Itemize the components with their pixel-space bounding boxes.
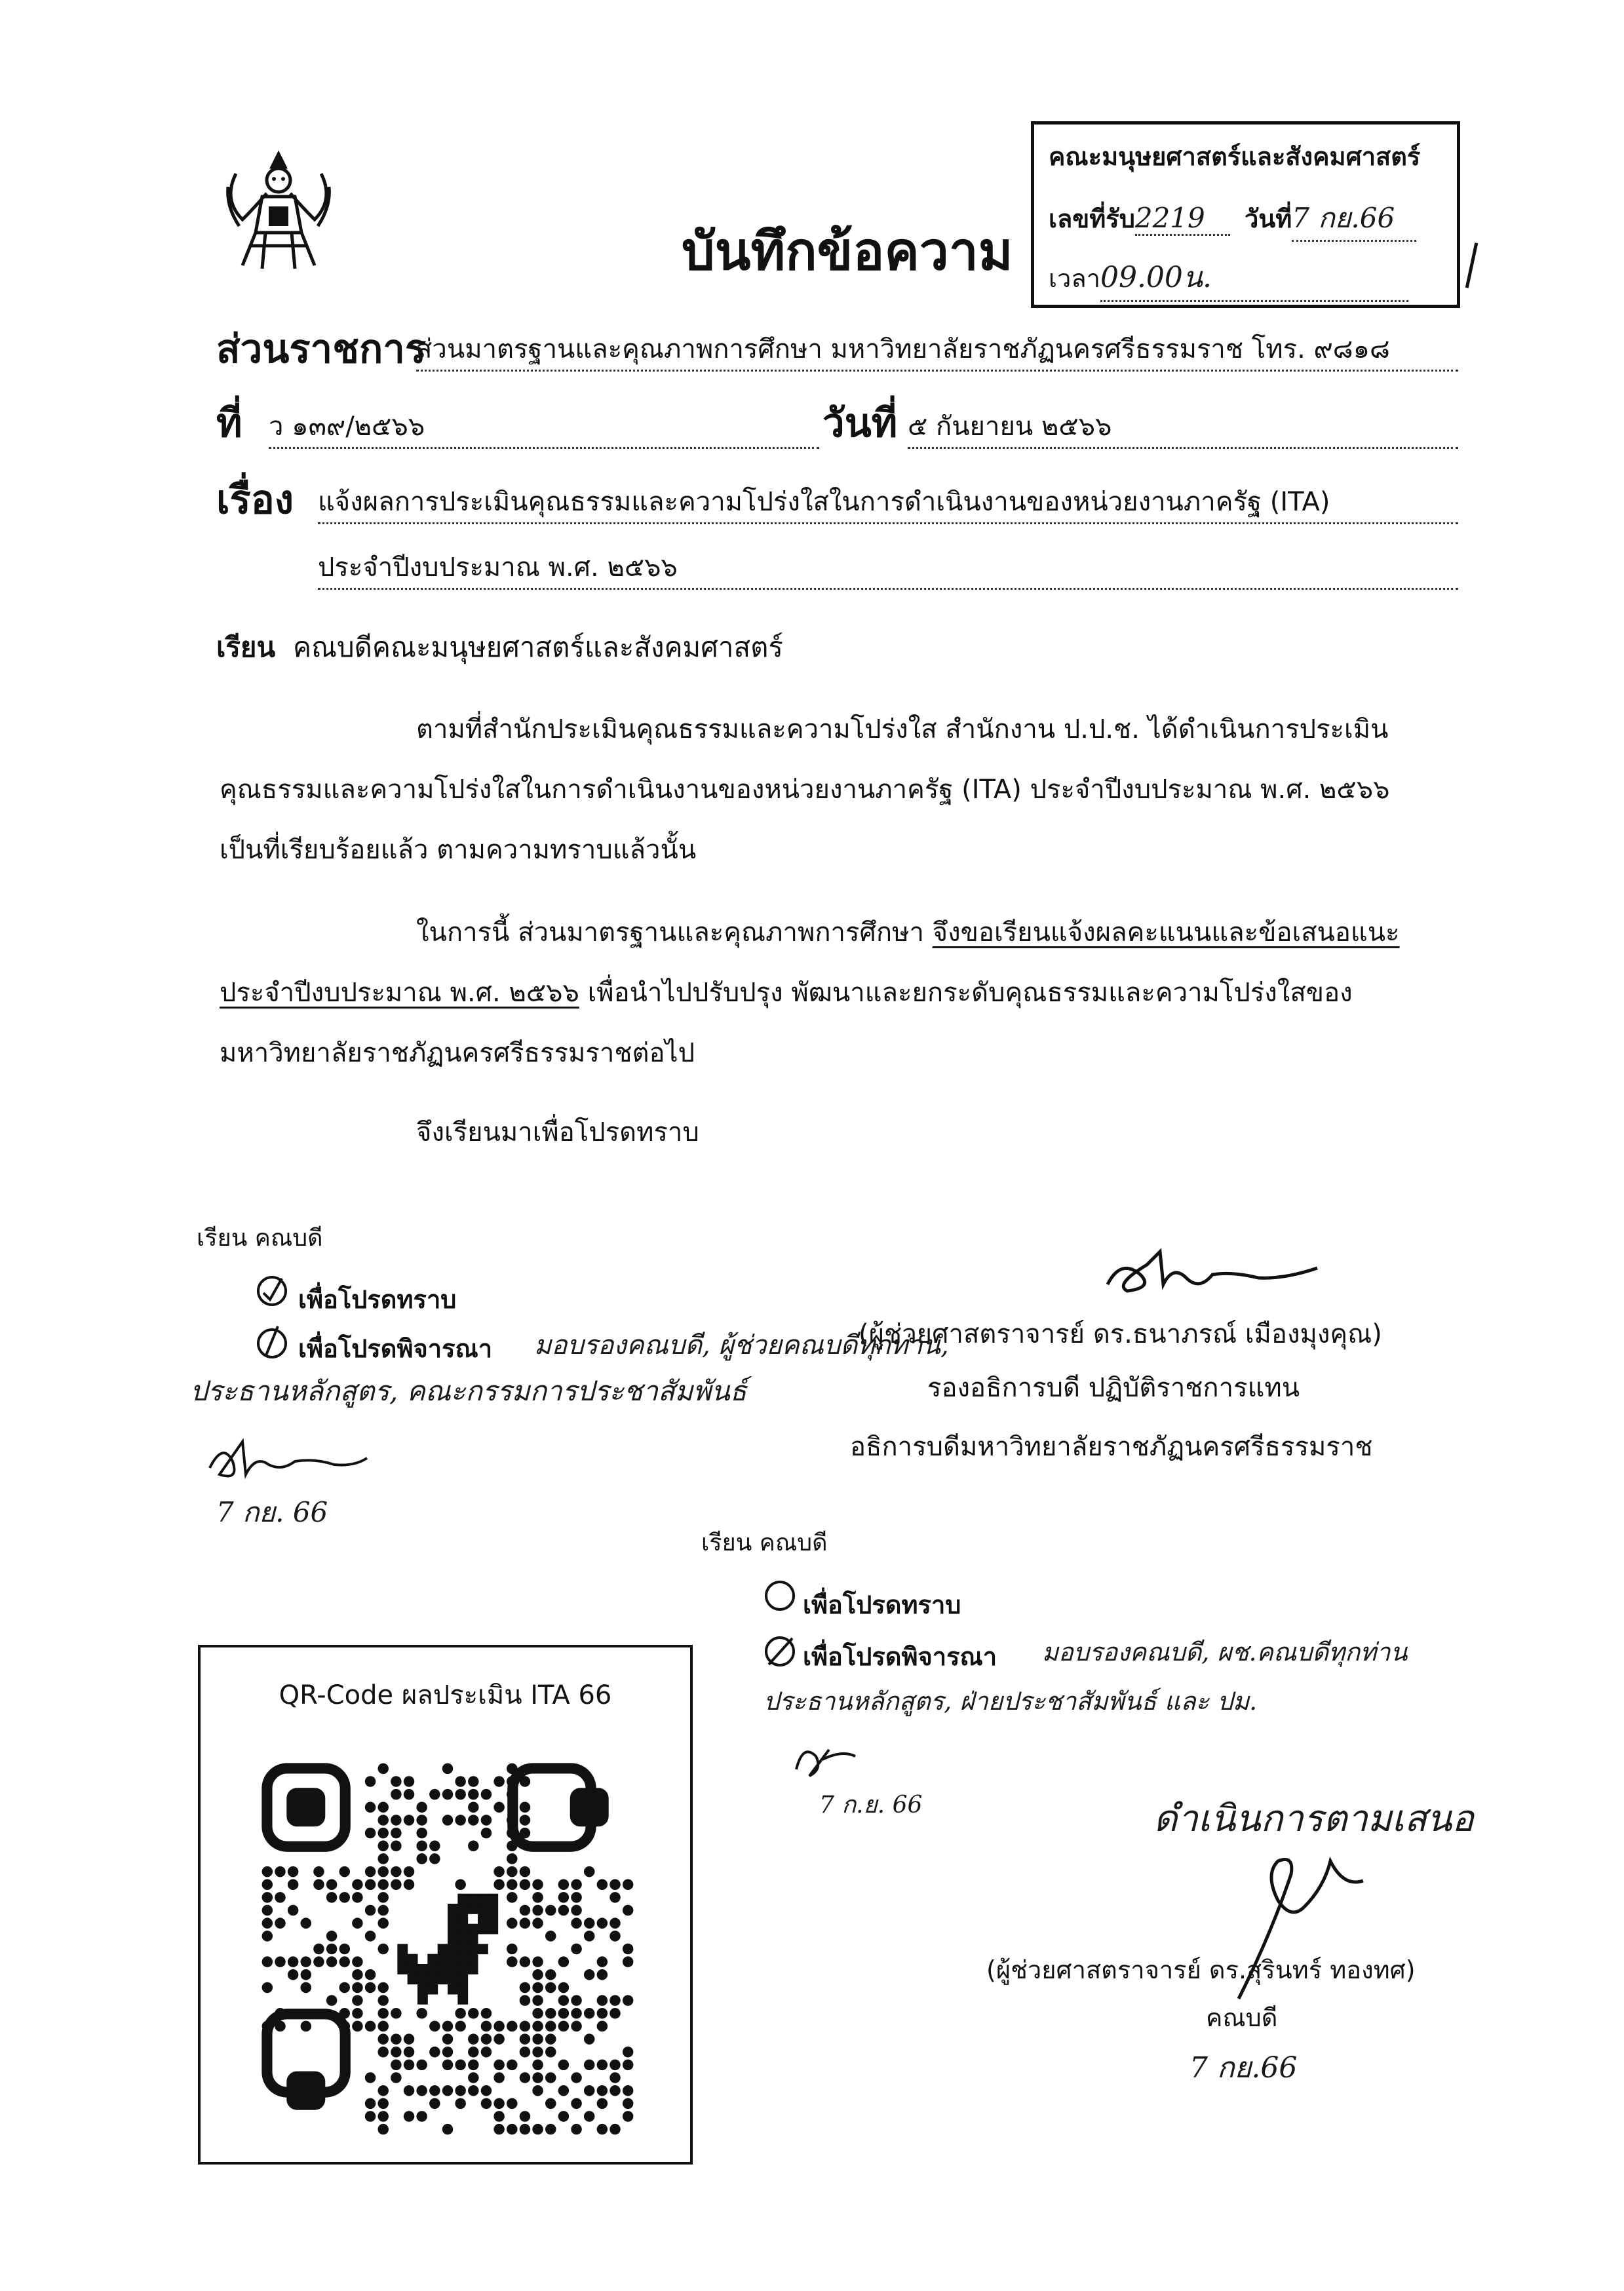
to-value: คณบดีคณะมนุษยศาสตร์และสังคมศาสตร์ bbox=[292, 631, 783, 663]
memo1-opt1: เพื่อโปรดทราบ bbox=[298, 1285, 457, 1314]
body-p2-line1-a: ในการนี้ ส่วนมาตรฐานและคุณภาพการศึกษา bbox=[416, 917, 933, 948]
memo1-signature bbox=[203, 1429, 374, 1490]
dinosaur-icon bbox=[397, 1894, 498, 2005]
agency-row bbox=[216, 318, 426, 380]
memo2-note-line2: ประธานหลักสูตร, ฝ่ายประชาสัมพันธ์ และ ปม. bbox=[764, 1687, 1258, 1716]
qr-title: QR-Code ผลประเมิน ITA 66 bbox=[279, 1680, 612, 1710]
stamp-mark bbox=[1465, 242, 1478, 288]
date-value: ๕ กันยายน ๒๕๖๖ bbox=[908, 405, 1458, 449]
signer2-handwritten: ดำเนินการตามเสนอ bbox=[1153, 1798, 1474, 1840]
body-p1-line3: เป็นที่เรียบร้อยแล้ว ตามความทราบแล้วนั้น bbox=[220, 835, 697, 865]
body-p2-line2-b: เพื่อนำไปปรับปรุง พัฒนาและยกระดับคุณธรรมและความโปร่งใสของ bbox=[579, 978, 1353, 1008]
body-p3: จึงเรียนมาเพื่อโปรดทราบ bbox=[416, 1117, 699, 1147]
subject-label: เรื่อง bbox=[216, 477, 294, 523]
signer1-name: (ผู้ช่วยศาสตราจารย์ ดร.ธนาภรณ์ เมืองมุงคุณ) bbox=[859, 1319, 1382, 1349]
stamp-time-row bbox=[1049, 254, 1408, 302]
stamp-receipt-row bbox=[1049, 197, 1416, 242]
ref-value: ว ๑๓๙/๒๕๖๖ bbox=[269, 405, 819, 449]
body-p2-line2-a: ประจำปีงบประมาณ พ.ศ. ๒๕๖๖ bbox=[220, 978, 579, 1008]
body-p1-line1: ตามที่สำนักประเมินคุณธรรมและความโปร่งใส สำนักงาน ป.ป.ช. ได้ดำเนินการประเมิน bbox=[416, 714, 1389, 744]
signer1-position2: อธิการบดีมหาวิทยาลัยราชภัฏนครศรีธรรมราช bbox=[850, 1432, 1373, 1462]
garuda-emblem-icon bbox=[216, 141, 341, 279]
subject-line1: แจ้งผลการประเมินคุณธรรมและความโปร่งใสในการดำเนินงานของหน่วยงานภาครัฐ (ITA) bbox=[318, 480, 1458, 524]
body-p2-line1 bbox=[416, 911, 1400, 953]
memo1-checkbox2-icon bbox=[256, 1324, 288, 1362]
stamp-org: คณะมนุษยศาสตร์และสังคมศาสตร์ bbox=[1049, 142, 1421, 171]
memo2-date: 7 ก.ย. 66 bbox=[819, 1792, 923, 1819]
qr-code-box bbox=[198, 1645, 693, 2165]
signer1-position1: รองอธิการบดี ปฏิบัติราชการแทน bbox=[927, 1373, 1300, 1403]
memo2-checkbox1-icon bbox=[764, 1579, 796, 1615]
page-title: บันทึกข้อความ bbox=[682, 221, 1013, 282]
stamp-date-label: วันที่ bbox=[1244, 204, 1292, 233]
memo2-to: เรียน คณบดี bbox=[701, 1530, 828, 1556]
signer2-position: คณบดี bbox=[1206, 2003, 1278, 2032]
stamp-receipt-label: เลขที่รับ bbox=[1049, 204, 1135, 233]
memo2-opt2: เพื่อโปรดพิจารณา bbox=[803, 1642, 997, 1671]
memo1-checkbox1-icon bbox=[256, 1275, 288, 1310]
memo1-note-line1: มอบรองคณบดี, ผู้ช่วยคณบดีทุกท่าน, bbox=[534, 1330, 949, 1360]
memo2-opt1: เพื่อโปรดทราบ bbox=[803, 1590, 961, 1619]
stamp-date: 7 กย.66 bbox=[1292, 197, 1416, 242]
memo2-checkbox2-icon bbox=[764, 1632, 796, 1670]
memo2-signature bbox=[783, 1737, 862, 1792]
receipt-stamp bbox=[1031, 121, 1460, 308]
stamp-receipt-no: 2219 bbox=[1135, 202, 1230, 236]
memo1-date: 7 กย. 66 bbox=[216, 1496, 328, 1528]
signer2-date: 7 กย.66 bbox=[1189, 2051, 1298, 2085]
ref-label: ที่ bbox=[216, 400, 242, 446]
qr-code[interactable] bbox=[261, 1762, 634, 2136]
subject-line2: ประจำปีงบประมาณ พ.ศ. ๒๕๖๖ bbox=[318, 546, 1458, 590]
memo1-opt2: เพื่อโปรดพิจารณา bbox=[298, 1334, 493, 1363]
signature-1 bbox=[1101, 1239, 1330, 1307]
body-p1-line2: คุณธรรมและความโปร่งใสในการดำเนินงานของหน่วยงานภาครัฐ (ITA) ประจำปีงบประมาณ พ.ศ. ๒๕๖๖ bbox=[220, 775, 1390, 805]
stamp-time: 09.00น. bbox=[1100, 254, 1408, 302]
body-p2-line3: มหาวิทยาลัยราชภัฏนครศรีธรรมราชต่อไป bbox=[220, 1038, 695, 1068]
agency-label: ส่วนราชการ bbox=[216, 326, 427, 372]
qr-finder-top-left bbox=[267, 1768, 345, 1846]
memo1-to: เรียน คณบดี bbox=[197, 1225, 323, 1252]
signer2-name: (ผู้ช่วยศาสตราจารย์ ดร.สุรินทร์ ทองทศ) bbox=[986, 1955, 1416, 1984]
stamp-time-label: เวลา bbox=[1049, 264, 1100, 293]
agency-value: ส่วนมาตรฐานและคุณภาพการศึกษา มหาวิทยาลัยราชภัฏนครศรีธรรมราช โทร. ๙๘๑๘ bbox=[416, 328, 1458, 372]
body-p2-line2 bbox=[220, 971, 1353, 1013]
to-label: เรียน bbox=[216, 631, 276, 663]
memo2-note-line1: มอบรองคณบดี, ผช.คณบดีทุกท่าน bbox=[1042, 1638, 1408, 1666]
date-label: วันที่ bbox=[822, 400, 898, 446]
body-p2-line1-b: จึงขอเรียนแจ้งผลคะแนนและข้อเสนอแนะ bbox=[932, 917, 1400, 948]
salutation bbox=[216, 626, 783, 669]
memo1-note-line2: ประธานหลักสูตร, คณะกรรมการประชาสัมพันธ์ bbox=[190, 1375, 747, 1407]
